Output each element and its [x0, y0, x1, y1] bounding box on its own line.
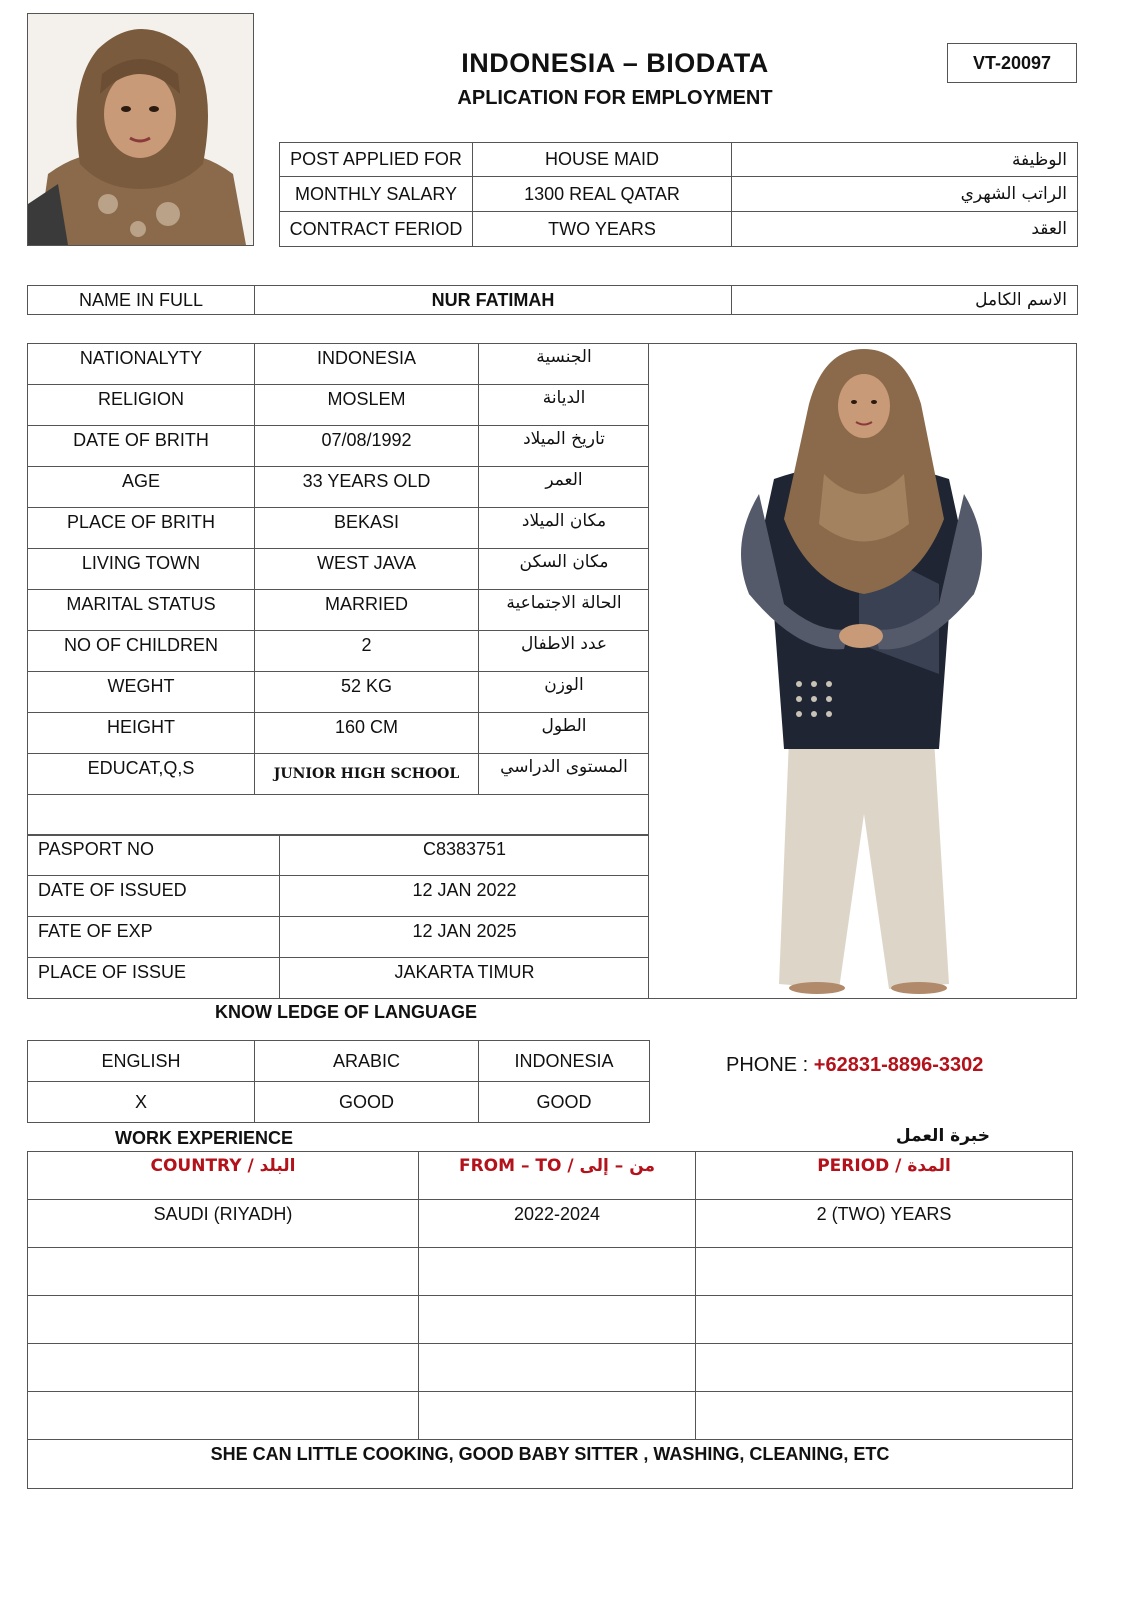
page-title: INDONESIA – BIODATA: [461, 48, 769, 78]
page-subtitle: APLICATION FOR EMPLOYMENT: [457, 87, 773, 109]
personal-label: EDUCAT,Q,S: [28, 754, 255, 795]
work-period: [696, 1344, 1073, 1392]
passport-row: [28, 917, 650, 958]
personal-row: [28, 385, 650, 426]
work-from-to: [419, 1344, 696, 1392]
work-period: [696, 1392, 1073, 1440]
personal-value: 52 KG: [255, 672, 479, 713]
personal-label: MARITAL STATUS: [28, 590, 255, 631]
job-label: CONTRACT FERIOD: [280, 212, 473, 247]
work-header-period: PERIOD / المدة: [696, 1152, 1073, 1200]
work-country: [28, 1344, 419, 1392]
personal-row: [28, 549, 650, 590]
job-row: [280, 177, 1078, 212]
job-arabic: الوظيفة: [732, 143, 1078, 177]
personal-arabic: مكان السكن: [479, 549, 650, 590]
personal-arabic: عدد الاطفال: [479, 631, 650, 672]
work-row: [28, 1344, 1073, 1392]
work-country: [28, 1392, 419, 1440]
personal-arabic: الديانة: [479, 385, 650, 426]
passport-row: [28, 835, 650, 876]
personal-label: WEGHT: [28, 672, 255, 713]
portrait-photo: [27, 13, 254, 246]
job-value: HOUSE MAID: [473, 143, 732, 177]
language-header: ENGLISH: [28, 1041, 255, 1082]
personal-value: JUNIOR HIGH SCHOOL: [255, 754, 479, 795]
personal-row: [28, 590, 650, 631]
personal-value: BEKASI: [255, 508, 479, 549]
job-details-table: [279, 142, 1078, 247]
job-label: POST APPLIED FOR: [280, 143, 473, 177]
personal-label: PLACE OF BRITH: [28, 508, 255, 549]
passport-label: DATE OF ISSUED: [28, 876, 280, 917]
work-country: SAUDI (RIYADH): [28, 1200, 419, 1248]
personal-value: 2: [255, 631, 479, 672]
passport-value: JAKARTA TIMUR: [280, 958, 650, 999]
language-value: GOOD: [479, 1082, 650, 1123]
personal-label: HEIGHT: [28, 713, 255, 754]
passport-value: C8383751: [280, 835, 650, 876]
work-from-to: [419, 1296, 696, 1344]
work-header-row: [28, 1152, 1073, 1200]
personal-arabic: تاريخ الميلاد: [479, 426, 650, 467]
reference-code-badge: VT-20097: [947, 43, 1077, 83]
personal-row: [28, 344, 650, 385]
work-from-to: [419, 1248, 696, 1296]
personal-row: [28, 508, 650, 549]
job-arabic: الراتب الشهري: [732, 177, 1078, 212]
personal-arabic: مكان الميلاد: [479, 508, 650, 549]
job-arabic: العقد: [732, 212, 1078, 247]
work-row: [28, 1200, 1073, 1248]
name-value: NUR FATIMAH: [255, 286, 732, 315]
job-row: [280, 143, 1078, 177]
work-experience-heading: WORK EXPERIENCE: [115, 1128, 294, 1148]
personal-value: 07/08/1992: [255, 426, 479, 467]
passport-label: FATE OF EXP: [28, 917, 280, 958]
personal-arabic: العمر: [479, 467, 650, 508]
personal-value: 160 CM: [255, 713, 479, 754]
passport-label: PLACE OF ISSUE: [28, 958, 280, 999]
language-value-row: [28, 1082, 650, 1123]
skills-summary: SHE CAN LITTLE COOKING, GOOD BABY SITTER , WASHING, CLEANING, ETC: [28, 1440, 1073, 1489]
work-experience-heading-arabic: خبرة العمل: [895, 1126, 990, 1146]
personal-value: MARRIED: [255, 590, 479, 631]
personal-row: [28, 713, 650, 754]
job-row: [280, 212, 1078, 247]
language-value: GOOD: [255, 1082, 479, 1123]
work-header-country: COUNTRY / البلد: [28, 1152, 419, 1200]
personal-arabic: المستوى الدراسي: [479, 754, 650, 795]
work-period: [696, 1296, 1073, 1344]
passport-value: 12 JAN 2025: [280, 917, 650, 958]
work-period: 2 (TWO) YEARS: [696, 1200, 1073, 1248]
language-header-row: [28, 1041, 650, 1082]
passport-row: [28, 958, 650, 999]
personal-row: [28, 467, 650, 508]
personal-value: MOSLEM: [255, 385, 479, 426]
job-value: 1300 REAL QATAR: [473, 177, 732, 212]
passport-table: [27, 834, 650, 999]
phone-label: PHONE :: [726, 1054, 814, 1076]
passport-row: [28, 876, 650, 917]
blank-row: [28, 795, 650, 836]
work-experience-table: [27, 1151, 1073, 1489]
work-country: [28, 1248, 419, 1296]
personal-value: WEST JAVA: [255, 549, 479, 590]
personal-arabic: الحالة الاجتماعية: [479, 590, 650, 631]
personal-label: AGE: [28, 467, 255, 508]
personal-row: [28, 672, 650, 713]
personal-value: 33 YEARS OLD: [255, 467, 479, 508]
language-header: INDONESIA: [479, 1041, 650, 1082]
work-header-from-to: FROM – TO / من – إلى: [419, 1152, 696, 1200]
work-row: [28, 1248, 1073, 1296]
work-from-to: 2022-2024: [419, 1200, 696, 1248]
language-header: ARABIC: [255, 1041, 479, 1082]
passport-value: 12 JAN 2022: [280, 876, 650, 917]
full-body-photo: [648, 343, 1077, 999]
personal-label: DATE OF BRITH: [28, 426, 255, 467]
personal-value: INDONESIA: [255, 344, 479, 385]
work-country: [28, 1296, 419, 1344]
name-arabic: الاسم الكامل: [732, 286, 1078, 315]
work-row: [28, 1392, 1073, 1440]
work-from-to: [419, 1392, 696, 1440]
personal-label: NATIONALYTY: [28, 344, 255, 385]
personal-row: [28, 426, 650, 467]
name-label: NAME IN FULL: [28, 286, 255, 315]
personal-row: [28, 631, 650, 672]
full-name-table: [27, 285, 1078, 315]
personal-details-table: [27, 343, 650, 836]
personal-arabic: الطول: [479, 713, 650, 754]
phone-line: [726, 1054, 983, 1077]
personal-label: RELIGION: [28, 385, 255, 426]
personal-row: [28, 754, 650, 795]
language-heading: KNOW LEDGE OF LANGUAGE: [215, 1002, 477, 1022]
work-footer-row: [28, 1440, 1073, 1489]
personal-label: LIVING TOWN: [28, 549, 255, 590]
passport-label: PASPORT NO: [28, 835, 280, 876]
work-period: [696, 1248, 1073, 1296]
job-value: TWO YEARS: [473, 212, 732, 247]
language-table: [27, 1040, 650, 1123]
job-label: MONTHLY SALARY: [280, 177, 473, 212]
personal-arabic: الجنسية: [479, 344, 650, 385]
personal-arabic: الوزن: [479, 672, 650, 713]
language-value: X: [28, 1082, 255, 1123]
work-row: [28, 1296, 1073, 1344]
phone-number: +62831-8896-3302: [813, 1054, 984, 1076]
blank-cell: [28, 795, 650, 836]
personal-label: NO OF CHILDREN: [28, 631, 255, 672]
